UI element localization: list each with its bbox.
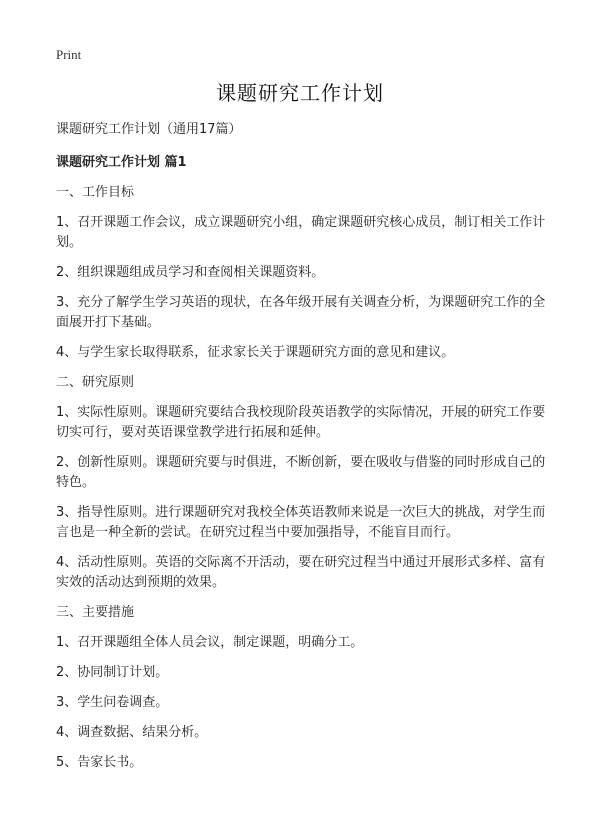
list-item: 4、调查数据、结果分析。 bbox=[56, 725, 208, 740]
section-heading-measures: 三、主要措施 bbox=[56, 605, 135, 620]
list-item: 3、充分了解学生学习英语的现状，在各年级开展有关调查分析，为课题研究工作的全面展开打下基础。 bbox=[56, 295, 546, 330]
list-item: 4、与学生家长取得联系，征求家长关于课题研究方面的意见和建议。 bbox=[56, 345, 455, 360]
print-link[interactable]: Print bbox=[56, 47, 82, 62]
list-item: 3、指导性原则。进行课题研究对我校全体英语教师来说是一次巨大的挑战，对学生而言也是一种全新的尝试。在研究过程当中要加强指导，不能盲目而行。 bbox=[56, 505, 546, 540]
list-item: 4、活动性原则。英语的交际离不开活动，要在研究过程当中通过开展形式多样、富有实效的活动达到预期的效果。 bbox=[56, 555, 546, 590]
list-item: 2、创新性原则。课题研究要与时俱进，不断创新，要在吸收与借鉴的同时形成自己的特色。 bbox=[56, 455, 546, 490]
document-title: 课题研究工作计划 bbox=[216, 81, 384, 105]
section-heading-goals: 一、工作目标 bbox=[56, 185, 135, 200]
list-item: 3、学生问卷调查。 bbox=[56, 695, 169, 710]
list-item: 1、召开课题工作会议，成立课题研究小组，确定课题研究核心成员，制订相关工作计划。 bbox=[56, 215, 546, 250]
list-item: 5、告家长书。 bbox=[56, 755, 143, 770]
document-subtitle: 课题研究工作计划（通用17篇） bbox=[56, 122, 242, 137]
list-item: 1、实际性原则。课题研究要结合我校现阶段英语教学的实际情况，开展的研究工作要切实可行，要对英语课堂教学进行拓展和延伸。 bbox=[56, 405, 546, 440]
list-item: 2、协同制订计划。 bbox=[56, 665, 169, 680]
document-body bbox=[56, 118, 548, 783]
list-item: 1、召开课题组全体人员会议，制定课题，明确分工。 bbox=[56, 635, 364, 650]
article-heading: 课题研究工作计划 篇1 bbox=[56, 155, 187, 170]
section-heading-principles: 二、研究原则 bbox=[56, 375, 135, 390]
list-item: 2、组织课题组成员学习和查阅相关课题资料。 bbox=[56, 265, 325, 280]
